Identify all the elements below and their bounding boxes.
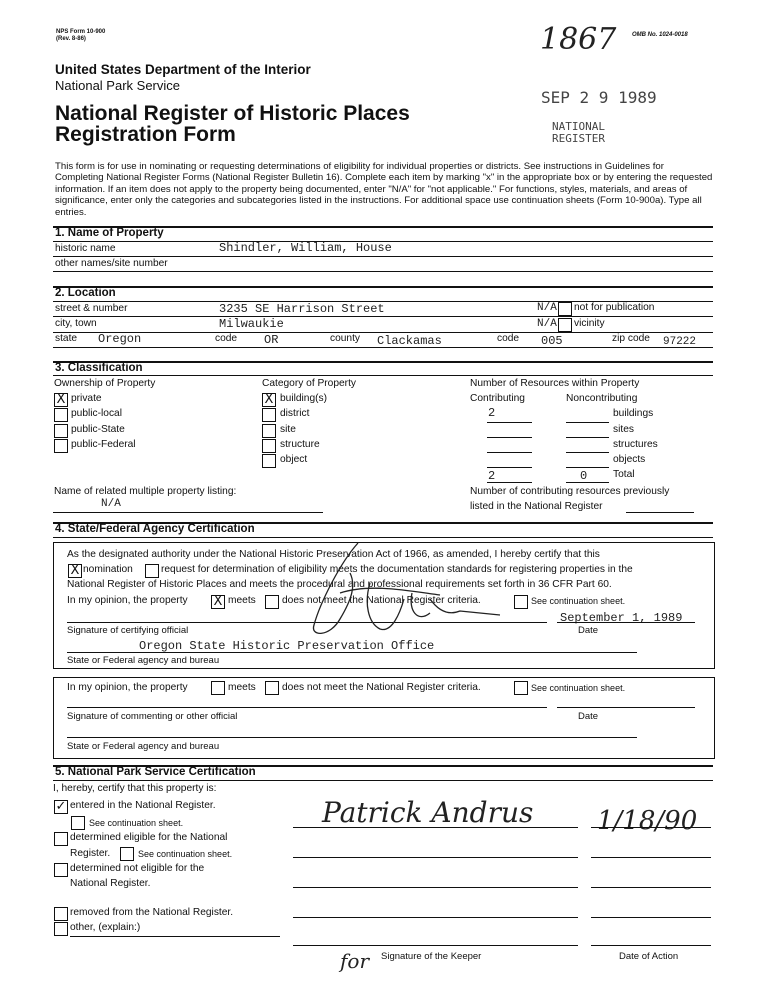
date-of-action-label: Date of Action (619, 951, 679, 962)
na-vicinity: N/A (537, 318, 557, 330)
category-district-label: district (280, 408, 310, 419)
ownership-public-local-checkbox[interactable] (54, 408, 68, 422)
eligible-label-line2: Register. (70, 848, 111, 859)
previously-listed-label2: listed in the National Register (470, 501, 603, 512)
entered-label: entered in the National Register. (70, 800, 216, 811)
department-name: United States Department of the Interior (55, 62, 311, 77)
ownership-public-federal-checkbox[interactable] (54, 439, 68, 453)
blank-line (487, 422, 532, 423)
state-code-value: OR (264, 333, 279, 347)
category-structure-label: structure (280, 439, 320, 450)
entered-continuation-label: See continuation sheet. (89, 818, 184, 828)
continuation-sheet2-checkbox[interactable] (514, 681, 528, 695)
certification-date: September 1, 1989 (560, 611, 683, 625)
not-eligible-checkbox[interactable] (54, 863, 68, 877)
handwritten-reference-number: 1867 (540, 22, 617, 57)
state-label: state (55, 333, 78, 344)
blank-line (566, 482, 609, 483)
category-heading: Category of Property (262, 378, 356, 389)
opinion2-lead: In my opinion, the property (67, 682, 188, 693)
resource-label-structures: structures (613, 439, 658, 450)
date-line (591, 857, 711, 858)
blank-line (566, 422, 609, 423)
historic-name-value: Shindler, William, House (219, 241, 392, 255)
not-eligible-label-line1: determined not eligible for the (70, 863, 205, 874)
agency-name: National Park Service (55, 78, 180, 93)
related-listing-value: N/A (101, 498, 121, 510)
other-label: other, (explain:) (70, 922, 141, 933)
section1-heading: 1. Name of Property (55, 227, 164, 239)
not-for-publication-label: not for publication (574, 302, 655, 313)
field-line (53, 347, 713, 348)
noncontributing-total: 0 (580, 469, 588, 483)
blank-line (487, 437, 532, 438)
ownership-public-federal-label: public-Federal (71, 439, 136, 450)
cert-text-line2: request for determination of eligibility meets the documentation standards for registering properties in the (161, 564, 633, 575)
category-object-label: object (280, 454, 308, 465)
section5-heading: 5. National Park Service Certification (55, 766, 256, 778)
blank-line (487, 452, 532, 453)
does-not-meet2-checkbox[interactable] (265, 681, 279, 695)
field-line (53, 256, 713, 257)
for-handwritten-note: for (340, 949, 370, 973)
field-line (53, 316, 713, 317)
nps-certify-intro: I, hereby, certify that this property is: (53, 783, 217, 794)
date-line (591, 917, 711, 918)
city-value: Milwaukie (219, 317, 284, 331)
register-stamp-line2: REGISTER (552, 132, 605, 145)
signature-line (293, 887, 578, 888)
ownership-private-label: private (71, 393, 102, 404)
section-divider (53, 361, 713, 363)
blank-line (566, 467, 609, 468)
contributing-total: 2 (488, 469, 496, 483)
entered-checkbox[interactable]: ✓ (55, 799, 67, 814)
resource-label-total: Total (613, 469, 635, 480)
street-value: 3235 SE Harrison Street (219, 302, 385, 316)
keeper-signature-label: Signature of the Keeper (381, 951, 482, 962)
other-names-label: other names/site number (55, 258, 168, 269)
does-not-meet2-label: does not meet the National Register criteria. (282, 682, 481, 693)
not-for-publication-checkbox[interactable] (558, 302, 572, 316)
section2-heading: 2. Location (55, 287, 116, 299)
blank-line (626, 512, 694, 513)
agency-line (67, 652, 637, 653)
register-stamp-line1: NATIONAL (552, 120, 605, 133)
na-publication: N/A (537, 302, 557, 314)
commenting-agency-label: State or Federal agency and bureau (67, 741, 220, 752)
category-structure-checkbox[interactable] (262, 439, 276, 453)
ownership-heading: Ownership of Property (54, 378, 156, 389)
county-code-label: code (497, 333, 520, 344)
resources-heading: Number of Resources within Property (470, 378, 640, 389)
ownership-private-checkbox[interactable]: X (54, 393, 68, 407)
certifying-official-signature (300, 533, 520, 643)
continuation-sheet2-label: See continuation sheet. (531, 683, 626, 693)
category-object-checkbox[interactable] (262, 454, 276, 468)
form-instructions: This form is for use in nominating or requesting determinations of eligibility for individual properties or districts. See instructions in Guidelines for Completing National Register Forms (National Register Bulletin 16). Complete each item by marking "x" in the appropriate box or by entering the requested information. If an item does not apply to the property being documented, enter "N/A" for "not applicable." For functions, styles, materials, and areas of significance, enter only the categories and subcategories listed in the instructions. For additional space use continuation sheets (Form 10-900a). Type all entries. (55, 161, 713, 218)
keeper-signature-line (293, 827, 578, 828)
received-date-stamp: SEP 2 9 1989 (541, 88, 657, 107)
city-label: city, town (55, 318, 97, 329)
category-district-checkbox[interactable] (262, 408, 276, 422)
county-label: county (330, 333, 361, 344)
meets-checkbox[interactable]: X (211, 595, 225, 609)
continuation-sheet-label: See continuation sheet. (531, 596, 626, 606)
category-building-label: building(s) (280, 393, 327, 404)
previously-listed-label1: Number of contributing resources previously (470, 486, 670, 497)
agency-line (67, 737, 637, 738)
commenting-signature-label: Signature of commenting or other official (67, 711, 238, 722)
blank-line (487, 467, 532, 468)
section-underline (53, 375, 713, 376)
form-title: National Register of Historic Places (55, 102, 410, 125)
eligible-continuation-checkbox[interactable] (120, 847, 134, 861)
category-site-label: site (280, 424, 296, 435)
section-divider (53, 286, 713, 288)
cert-text-line1: As the designated authority under the National Historic Preservation Act of 1966, as amended, I hereby certify that this (67, 549, 600, 560)
date-line (591, 945, 711, 946)
related-listing-label: Name of related multiple property listing: (54, 486, 237, 497)
vicinity-label: vicinity (574, 318, 605, 329)
zip-value: 97222 (663, 336, 697, 348)
blank-line (566, 452, 609, 453)
state-value: Oregon (98, 332, 142, 346)
field-line (53, 271, 713, 272)
keeper-signature: Patrick Andrus (322, 796, 534, 829)
section-underline (53, 780, 713, 781)
certifying-signature-label: Signature of certifying official (67, 625, 189, 636)
county-value: Clackamas (377, 334, 442, 348)
meets2-checkbox[interactable] (211, 681, 225, 695)
zip-label: zip code (612, 333, 650, 344)
determination-request-checkbox[interactable] (145, 564, 159, 578)
explain-line (70, 936, 280, 937)
not-eligible-label-line2: National Register. (70, 878, 151, 889)
eligible-continuation-label: See continuation sheet. (138, 849, 233, 859)
noncontributing-heading: Noncontributing (566, 393, 638, 404)
meets2-label: meets (228, 682, 256, 693)
certifying-date-label: Date (578, 625, 599, 636)
certifying-agency-value: Oregon State Historic Preservation Office (139, 639, 435, 653)
resource-label-buildings: buildings (613, 408, 654, 419)
ownership-public-state-label: public-State (71, 424, 125, 435)
form-subtitle: Registration Form (55, 123, 236, 146)
resource-label-objects: objects (613, 454, 646, 465)
nomination-label: nomination (83, 564, 133, 575)
signature-line (293, 857, 578, 858)
meets-label: meets (228, 595, 256, 606)
section4-heading: 4. State/Federal Agency Certification (55, 523, 255, 535)
nomination-checkbox[interactable]: X (68, 564, 82, 578)
cert-text-line3: National Register of Historic Places and meets the procedural and professional requirements set forth in 36 CFR Part 60. (67, 579, 612, 590)
opinion-lead: In my opinion, the property (67, 595, 188, 606)
eligible-label-line1: determined eligible for the National (70, 832, 228, 843)
entered-continuation-checkbox[interactable] (71, 816, 85, 830)
ownership-public-state-checkbox[interactable] (54, 424, 68, 438)
blank-line (487, 482, 532, 483)
state-code-label: code (215, 333, 238, 344)
date-line (557, 622, 695, 623)
signature-line (293, 917, 578, 918)
does-not-meet-label: does not meet the National Register criteria. (282, 595, 481, 606)
action-date-handwritten: 1/18/90 (597, 806, 698, 836)
historic-name-label: historic name (55, 243, 116, 254)
does-not-meet-checkbox[interactable] (265, 595, 279, 609)
field-line (53, 512, 323, 513)
county-code-value: 005 (541, 334, 563, 348)
omb-number: OMB No. 1024-0018 (632, 32, 688, 38)
action-date-line (591, 827, 711, 828)
signature-line (67, 707, 547, 708)
contributing-heading: Contributing (470, 393, 525, 404)
section3-heading: 3. Classification (55, 362, 143, 374)
date-line (557, 707, 695, 708)
signature-line (293, 945, 578, 946)
street-label: street & number (55, 303, 128, 314)
ownership-public-local-label: public-local (71, 408, 122, 419)
date-line (591, 887, 711, 888)
other-checkbox[interactable] (54, 922, 68, 936)
blank-line (566, 437, 609, 438)
removed-label: removed from the National Register. (70, 907, 234, 918)
contributing-buildings: 2 (488, 406, 496, 420)
resource-label-sites: sites (613, 424, 634, 435)
eligible-checkbox[interactable] (54, 832, 68, 846)
removed-checkbox[interactable] (54, 907, 68, 921)
category-building-checkbox[interactable]: X (262, 393, 276, 407)
vicinity-checkbox[interactable] (558, 318, 572, 332)
commenting-date-label: Date (578, 711, 599, 722)
form-revision: (Rev. 8-86) (56, 36, 86, 42)
form-number: NPS Form 10-900 (56, 29, 106, 35)
category-site-checkbox[interactable] (262, 424, 276, 438)
certifying-agency-label: State or Federal agency and bureau (67, 655, 220, 666)
